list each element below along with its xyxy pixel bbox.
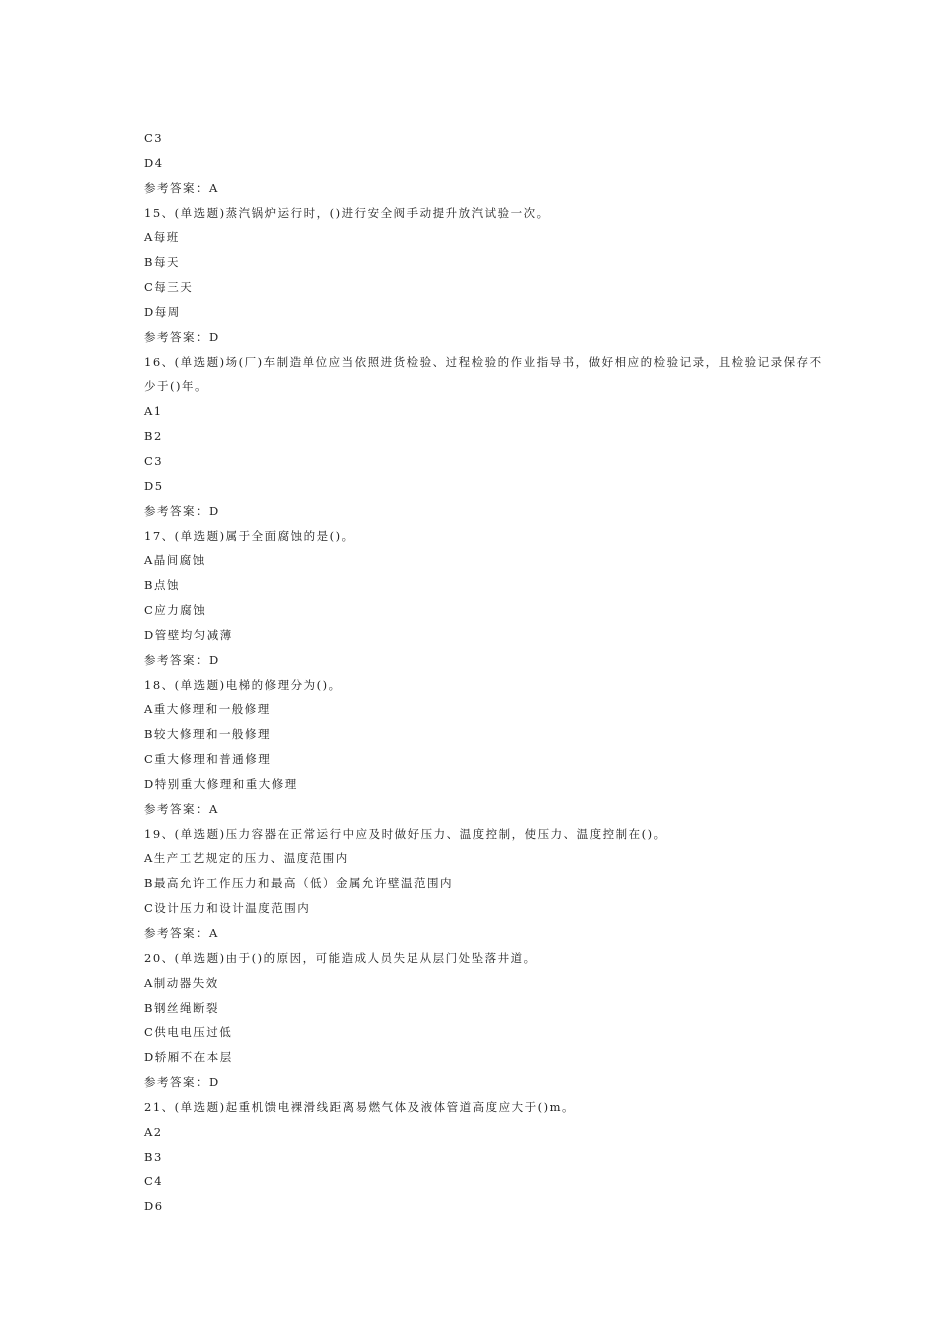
option-d-q21: D6 <box>144 1199 164 1214</box>
option-b-q16: B2 <box>144 429 163 444</box>
option-d-q20: D轿厢不在本层 <box>144 1050 233 1065</box>
question-16-line-1: 16、(单选题)场(厂)车制造单位应当依照进货检验、过程检验的作业指导书，做好相应的检验记录，且检验记录保存不 <box>144 354 823 369</box>
question-17: 17、(单选题)属于全面腐蚀的是()。 <box>144 528 355 543</box>
option-a-q19: A生产工艺规定的压力、温度范围内 <box>144 851 349 866</box>
option-b-q17: B点蚀 <box>144 578 180 593</box>
question-15: 15、(单选题)蒸汽锅炉运行时，()进行安全阀手动提升放汽试验一次。 <box>144 205 550 220</box>
answer-q14: 参考答案：A <box>144 180 219 195</box>
option-c-q19: C设计压力和设计温度范围内 <box>144 901 311 916</box>
option-a-q18: A重大修理和一般修理 <box>144 702 271 717</box>
option-c-q18: C重大修理和普通修理 <box>144 752 272 767</box>
option-b-q15: B每天 <box>144 255 180 270</box>
answer-q16: 参考答案：D <box>144 503 220 518</box>
answer-q19: 参考答案：A <box>144 926 219 940</box>
question-19: 19、(单选题)压力容器在正常运行中应及时做好压力、温度控制，使压力、温度控制在()。 <box>144 826 667 841</box>
answer-q18: 参考答案：A <box>144 801 219 816</box>
option-d-q14: D4 <box>144 155 164 170</box>
answer-q15: 参考答案：D <box>144 329 220 344</box>
option-d-q16: D5 <box>144 478 164 493</box>
option-c-q15: C每三天 <box>144 280 194 295</box>
option-c-q16: C3 <box>144 453 164 468</box>
option-a-q21: A2 <box>144 1124 163 1139</box>
exam-content <box>144 126 824 1219</box>
option-a-q17: A晶间腐蚀 <box>144 553 206 568</box>
option-d-q17: D管壁均匀减薄 <box>144 627 233 642</box>
option-a-q15: A每班 <box>144 230 180 245</box>
option-b-q20: B钢丝绳断裂 <box>144 1000 219 1015</box>
option-a-q16: A1 <box>144 404 163 419</box>
question-20: 20、(单选题)由于()的原因，可能造成人员失足从层门处坠落井道。 <box>144 950 537 965</box>
option-b-q21: B3 <box>144 1149 163 1164</box>
answer-q17: 参考答案：D <box>144 652 220 667</box>
option-b-q19: B最高允许工作压力和最高（低）金属允许壁温范围内 <box>144 876 453 891</box>
option-d-q15: D每周 <box>144 304 181 319</box>
option-c-q14: C3 <box>144 131 164 145</box>
answer-q20: 参考答案：D <box>144 1075 220 1090</box>
option-c-q21: C4 <box>144 1174 164 1189</box>
option-d-q18: D特别重大修理和重大修理 <box>144 776 298 791</box>
question-21: 21、(单选题)起重机馈电裸滑线距离易燃气体及液体管道高度应大于()m。 <box>144 1099 575 1114</box>
question-18: 18、(单选题)电梯的修理分为()。 <box>144 677 342 692</box>
question-16-line-2: 少于()年。 <box>144 379 208 394</box>
option-a-q20: A制动器失效 <box>144 975 219 990</box>
option-c-q20: C供电电压过低 <box>144 1025 233 1040</box>
option-c-q17: C应力腐蚀 <box>144 603 207 618</box>
option-b-q18: B较大修理和一般修理 <box>144 727 271 742</box>
